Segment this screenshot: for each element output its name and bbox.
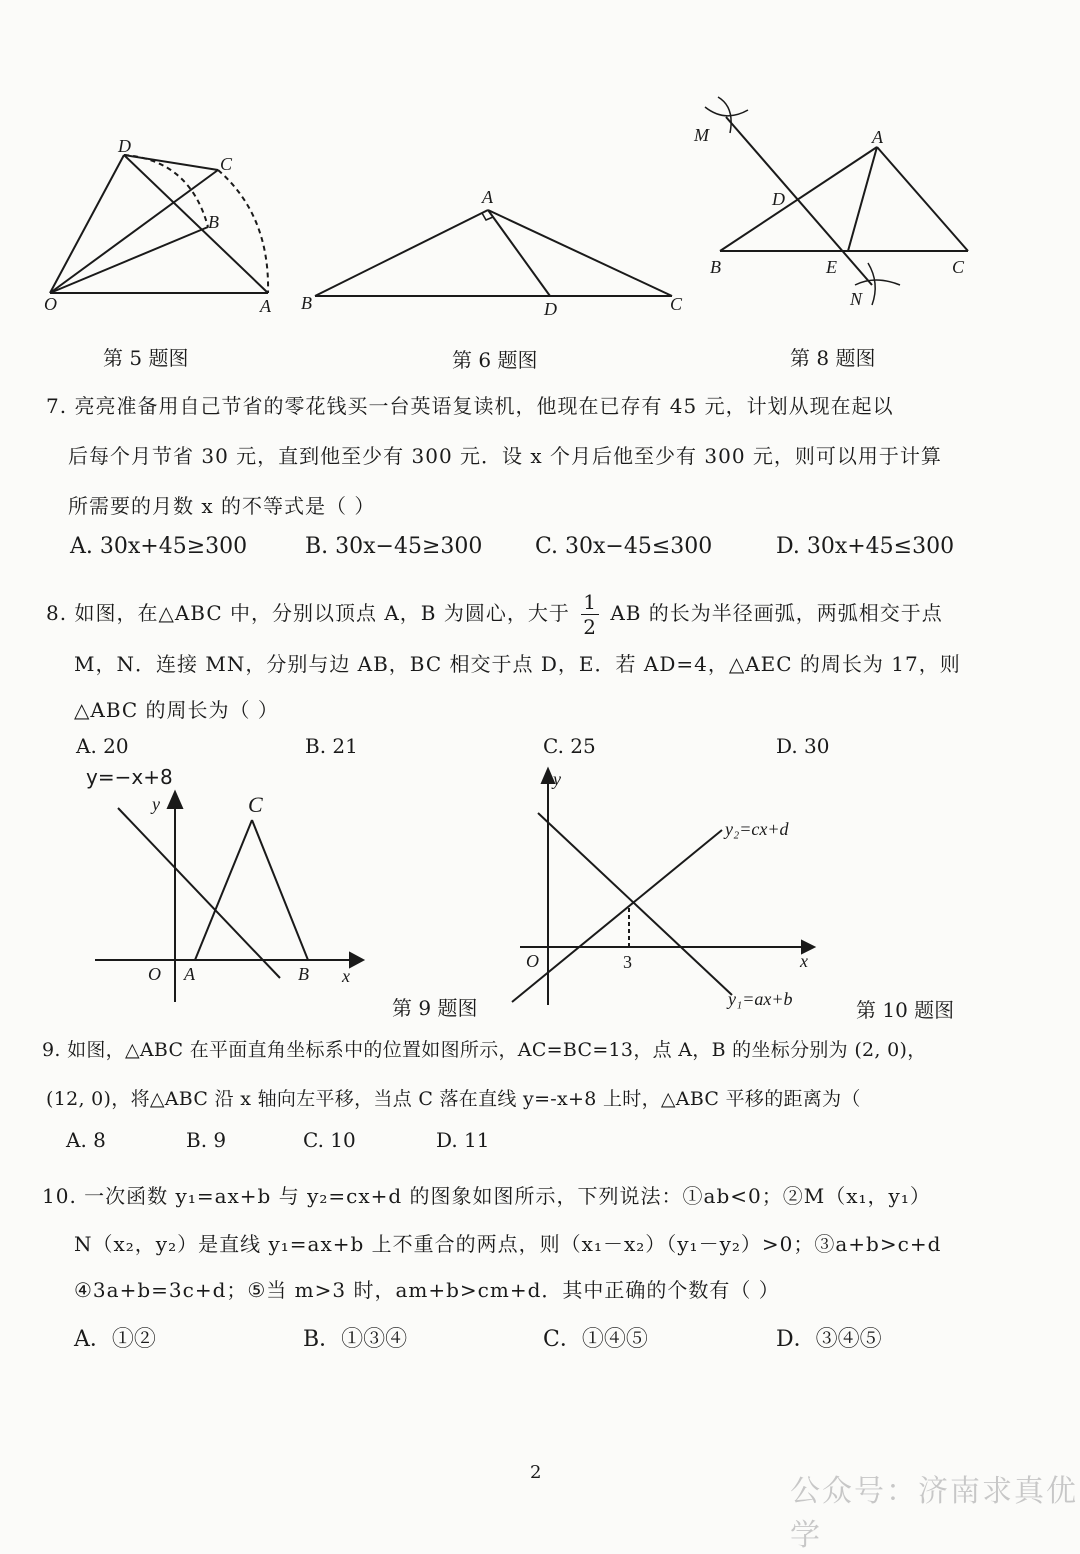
q7-line-3: 所需要的月数 x 的不等式是（ ） [68, 494, 376, 518]
fraction [581, 590, 599, 639]
q7-option-d: D. 30x+45≤300 [776, 534, 955, 559]
figure-6 [295, 185, 695, 325]
fig8-label-c: C [952, 257, 965, 277]
fig5-label-o: O [44, 294, 57, 314]
fig5-label-b: B [208, 212, 219, 232]
watermark: 公众号：济南求真优学 [790, 1474, 1078, 1553]
q8-line-1-a: 8. 如图，在△ABC 中，分别以顶点 A，B 为圆心，大于 [46, 601, 570, 625]
q9-line-1: 9. 如图，△ABC 在平面直角坐标系中的位置如图所示，AC=BC=13，点 A，B 的坐标分别为 (2, 0)， [42, 1039, 927, 1061]
fig5-label-a: A [260, 296, 271, 316]
fig6-label-a: A [482, 187, 493, 207]
q10-option-b: B．①③④ [303, 1327, 408, 1352]
q10-line-1: 10. 一次函数 y₁=ax+b 与 y₂=cx+d 的图象如图所示，下列说法：①ab<0；②M（x₁，y₁） [42, 1184, 931, 1208]
q8-line-1 [46, 590, 943, 639]
fig6-label-c: C [670, 294, 683, 314]
fig10-label-3: 3 [623, 952, 632, 972]
figure-8 [690, 95, 990, 320]
fig9-label-o: O [148, 964, 161, 984]
fig9-label-b: B [298, 964, 309, 984]
fig5-label-c: C [220, 154, 233, 174]
q9-option-d: D. 11 [436, 1128, 490, 1152]
fig9-label-c: C [248, 792, 263, 817]
fig9-caption: 第 9 题图 [392, 996, 478, 1020]
q9-line-2: (12, 0)，将△ABC 沿 x 轴向左平移，当点 C 落在直线 y=-x+8 上时，△ABC 平移的距离为（ [46, 1088, 861, 1110]
q7-option-a: A. 30x+45≥300 [70, 534, 248, 559]
fig9-line-label: y=−x+8 [86, 765, 173, 789]
fig10-label-y1: y₁=ax+b [728, 989, 793, 1009]
fig6-caption: 第 6 题图 [452, 348, 538, 372]
fig10-label-x: x [800, 951, 808, 971]
q10-option-c: C．①④⑤ [543, 1327, 648, 1352]
q8-option-c: C. 25 [543, 734, 596, 758]
q7-line-1: 7. 亮亮准备用自己节省的零花钱买一台英语复读机，他现在已存有 45 元，计划从现在起以 [46, 394, 894, 418]
q10-line-2: N（x₂，y₂）是直线 y₁=ax+b 上不重合的两点，则（x₁－x₂）（y₁－y₂）>0；③a+b>c+d [74, 1232, 942, 1256]
fig10-caption: 第 10 题图 [856, 998, 955, 1022]
fig8-label-n: N [850, 289, 863, 309]
page-number: 2 [530, 1462, 542, 1483]
fig8-label-a: A [872, 127, 883, 147]
fig9-label-y: y [152, 794, 160, 814]
fig8-label-d: D [772, 189, 785, 209]
fig6-label-d: D [544, 299, 557, 319]
fraction-numerator: 1 [583, 590, 597, 614]
q7-option-b: B. 30x−45≥300 [305, 534, 483, 559]
q8-line-3: △ABC 的周长为（ ） [74, 698, 279, 722]
fig9-label-a: A [184, 964, 195, 984]
fig8-label-b: B [710, 257, 721, 277]
fig10-label-y: y [553, 769, 561, 789]
figure-9 [80, 760, 380, 1010]
q9-option-c: C. 10 [303, 1128, 356, 1152]
q7-line-2: 后每个月节省 30 元，直到他至少有 300 元．设 x 个月后他至少有 300 元，则可以用于计算 [68, 444, 942, 468]
q8-line-2: M，N．连接 MN，分别与边 AB，BC 相交于点 D，E．若 AD=4，△AEC 的周长为 17，则 [74, 652, 961, 676]
q9-option-a: A. 8 [66, 1128, 106, 1152]
q10-option-a: A．①② [74, 1327, 156, 1352]
fig10-label-y2: y₂=cx+d [725, 819, 789, 839]
fig9-label-x: x [342, 966, 350, 986]
q8-option-a: A. 20 [76, 734, 129, 758]
q10-line-3: ④3a+b=3c+d；⑤当 m>3 时，am+b>cm+d．其中正确的个数有（ ） [74, 1278, 780, 1302]
figure-5 [40, 130, 290, 320]
q8-option-b: B. 21 [305, 734, 358, 758]
q10-option-d: D．③④⑤ [776, 1327, 882, 1352]
q9-option-b: B. 9 [186, 1128, 227, 1152]
fig5-caption: 第 5 题图 [103, 346, 189, 370]
q8-option-d: D. 30 [776, 734, 830, 758]
fig5-label-d: D [118, 136, 131, 156]
fig6-label-b: B [301, 293, 312, 313]
fig8-label-e: E [826, 257, 837, 277]
fig8-label-m: M [694, 125, 709, 145]
figure-10 [500, 765, 840, 1015]
q7-option-c: C. 30x−45≤300 [535, 534, 713, 559]
fig10-label-o: O [526, 951, 539, 971]
q8-line-1-b: AB 的长为半径画弧，两弧相交于点 [610, 601, 943, 625]
fig8-caption: 第 8 题图 [790, 346, 876, 370]
fraction-denominator: 2 [583, 615, 597, 639]
